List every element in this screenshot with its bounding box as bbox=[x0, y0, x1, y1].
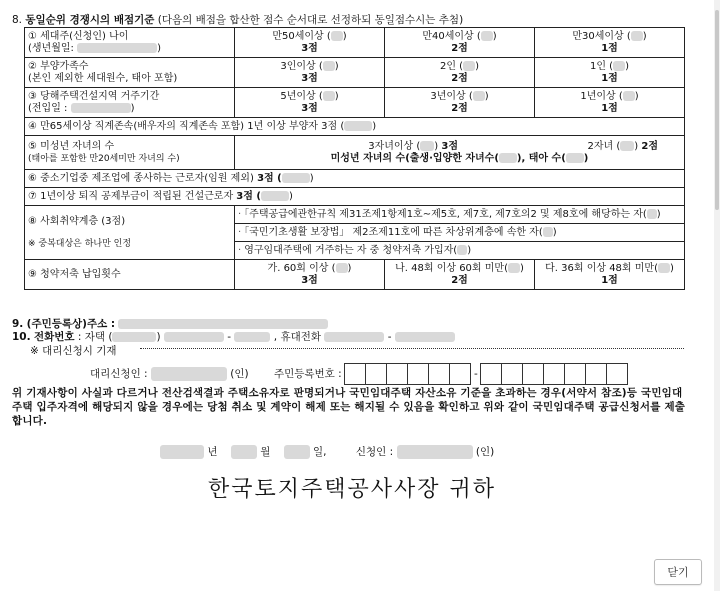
points: 3점 bbox=[301, 42, 318, 54]
section-title: 동일순위 경쟁시의 배점기준 bbox=[25, 14, 155, 26]
divider bbox=[140, 348, 684, 349]
section-10-phone: 10. 전화번호 : 자택 ( ) - , 휴대전화 - bbox=[12, 329, 455, 344]
check-blank[interactable] bbox=[566, 153, 584, 163]
option-cell: 나. 48회 이상 60회 미만( ) 2점 bbox=[385, 260, 535, 290]
check-blank[interactable] bbox=[620, 141, 634, 151]
month-blank[interactable] bbox=[231, 445, 257, 459]
option-cell: 1년이상 ( ) 1점 bbox=[535, 88, 685, 118]
section-8-heading bbox=[12, 12, 463, 27]
birthdate-blank[interactable] bbox=[77, 43, 157, 53]
home-phone-area-blank[interactable] bbox=[112, 332, 156, 342]
row-label: ③ 당해주택건설지역 거주기간 (전입일 : ) bbox=[25, 88, 235, 118]
check-blank[interactable] bbox=[647, 209, 657, 219]
address-blank[interactable] bbox=[118, 319, 328, 329]
agent-line: 대리신청인 : (인) 주민등록번호 : - bbox=[90, 363, 628, 385]
id-digit-box[interactable] bbox=[386, 363, 408, 385]
row-label: ⑧ 사회취약계층 (3점) ※ 중복대상은 하나만 인정 bbox=[25, 206, 235, 260]
check-blank[interactable] bbox=[331, 31, 343, 41]
option-cell: 만40세이상 ( ) 2점 bbox=[385, 28, 535, 58]
agent-note: ※ 대리신청시 기재 bbox=[30, 345, 117, 357]
row-label: ① 세대주(신청인) 나이 (생년월일: ) bbox=[25, 28, 235, 58]
option-cell: 1인 ( ) 1점 bbox=[535, 58, 685, 88]
option-cell: 3인이상 ( ) 3점 bbox=[235, 58, 385, 88]
row-label-main: ① 세대주(신청인) 나이 bbox=[28, 30, 129, 42]
option-cell: 다. 36회 이상 48회 미만( ) 1점 bbox=[535, 260, 685, 290]
row-label-sub: (생년월일: bbox=[28, 42, 74, 54]
move-in-date-blank[interactable] bbox=[71, 103, 131, 113]
row-label: ② 부양가족수 (본인 제외한 세대원수, 태아 포함) bbox=[25, 58, 235, 88]
check-blank[interactable] bbox=[457, 245, 467, 255]
id-digit-box[interactable] bbox=[522, 363, 544, 385]
option-cell: 만50세이상 ( ) 3점 bbox=[235, 28, 385, 58]
day-blank[interactable] bbox=[284, 445, 310, 459]
id-digit-box[interactable] bbox=[480, 363, 502, 385]
id-digit-box[interactable] bbox=[543, 363, 565, 385]
id-digit-box[interactable] bbox=[501, 363, 523, 385]
option-cell: 가. 60회 이상 ( ) 3점 bbox=[235, 260, 385, 290]
table-row: ⑥ 중소기업중 제조업에 종사하는 근로자(임원 제외) 3점 ( ) bbox=[25, 170, 685, 188]
points: 2점 bbox=[451, 42, 468, 54]
table-row bbox=[25, 58, 685, 88]
id-digit-box[interactable] bbox=[585, 363, 607, 385]
close-button[interactable]: 닫기 bbox=[654, 559, 702, 585]
section-note: (다음의 배점을 합산한 점수 순서대로 선정하되 동일점수시는 추첨) bbox=[157, 14, 464, 26]
table-row bbox=[25, 136, 685, 170]
scrollbar[interactable] bbox=[714, 0, 720, 591]
row-label: ⑨ 청약저축 납입횟수 bbox=[25, 260, 235, 290]
scrollbar-thumb[interactable] bbox=[715, 10, 719, 210]
criteria-table bbox=[24, 27, 685, 290]
option-cell: 3년이상 ( ) 2점 bbox=[385, 88, 535, 118]
table-row bbox=[25, 88, 685, 118]
id-digit-box[interactable] bbox=[564, 363, 586, 385]
check-blank[interactable] bbox=[623, 91, 635, 101]
points: 1점 bbox=[601, 42, 618, 54]
check-blank[interactable] bbox=[420, 141, 434, 151]
check-blank[interactable] bbox=[543, 227, 553, 237]
check-blank[interactable] bbox=[323, 61, 335, 71]
home-phone-blank-2[interactable] bbox=[234, 332, 270, 342]
id-digit-box[interactable] bbox=[606, 363, 628, 385]
table-row bbox=[25, 28, 685, 58]
check-blank[interactable] bbox=[473, 91, 485, 101]
date-line: 년 월 일, 신청인 : (인) bbox=[160, 444, 494, 459]
id-digit-box[interactable] bbox=[344, 363, 366, 385]
table-row: · 영구임대주택에 거주하는 자 중 청약저축 가입자( ) bbox=[25, 242, 685, 260]
check-blank[interactable] bbox=[463, 61, 475, 71]
applicant-name-blank[interactable] bbox=[397, 445, 473, 459]
check-blank[interactable] bbox=[613, 61, 625, 71]
check-blank[interactable] bbox=[344, 121, 372, 131]
section-number: 8. bbox=[12, 14, 23, 26]
option-cell: 2인 ( ) 2점 bbox=[385, 58, 535, 88]
id-digit-box[interactable] bbox=[365, 363, 387, 385]
table-row: ⑧ 사회취약계층 (3점) ※ 중복대상은 하나만 인정 · 「주택공급에관한규칙 제31조제1항제1호∼제5호, 제7호, 제7호의2 및 제8호에 해당하는 자( ) bbox=[25, 206, 685, 224]
declaration-text: 위 기재사항이 사실과 다르거나 전산검색결과 주택소유자로 판명되거나 국민임대주택 자산소유 기준을 초과하는 경우(서약서 참조)등 국민임대주택 입주자격에 해당되지 않을 경우에는 당첨 취소 및 계약이 해제 또는 해지될 수 있음을 확인하고 위와 같이 국민임대주택 공급신청서를 제출합니다. bbox=[12, 387, 686, 427]
mobile-blank-2[interactable] bbox=[395, 332, 455, 342]
table-row: · 「국민기초생활 보장법」 제2조제11호에 따른 차상위계층에 속한 자( ) bbox=[25, 224, 685, 242]
option-cell: 5년이상 ( ) 3점 bbox=[235, 88, 385, 118]
check-blank[interactable] bbox=[631, 31, 643, 41]
id-digit-box[interactable] bbox=[449, 363, 471, 385]
section-9-address: 9. (주민등록상)주소 : bbox=[12, 316, 328, 331]
check-blank[interactable] bbox=[481, 31, 493, 41]
table-row: ⑦ 1년이상 퇴직 공제부금이 적립된 건설근로자 3점 ( ) bbox=[25, 188, 685, 206]
option-cell: 만30세이상 ( ) 1점 bbox=[535, 28, 685, 58]
option-cell: 3자녀이상 ( ) 3점 2자녀 ( ) 2점 미성년 자녀의 수(출생·입양한 자녀수( ), 태아 수( ) bbox=[235, 136, 685, 170]
id-digit-box[interactable] bbox=[428, 363, 450, 385]
check-blank[interactable] bbox=[508, 263, 520, 273]
id-digit-box[interactable] bbox=[407, 363, 429, 385]
table-row bbox=[25, 260, 685, 290]
table-row: ④ 만65세이상 직계존속(배우자의 직계존속 포함) 1년 이상 부양자 3점 ( ) bbox=[25, 118, 685, 136]
year-blank[interactable] bbox=[160, 445, 204, 459]
resident-number-boxes: - bbox=[345, 368, 628, 380]
check-blank[interactable] bbox=[499, 153, 517, 163]
addressee: 한국토지주택공사사장 귀하 bbox=[208, 477, 497, 502]
check-blank[interactable] bbox=[658, 263, 670, 273]
check-blank[interactable] bbox=[282, 173, 310, 183]
check-blank[interactable] bbox=[323, 91, 335, 101]
check-blank[interactable] bbox=[261, 191, 289, 201]
home-phone-blank[interactable] bbox=[164, 332, 224, 342]
mobile-blank[interactable] bbox=[324, 332, 384, 342]
check-blank[interactable] bbox=[336, 263, 348, 273]
agent-name-blank[interactable] bbox=[151, 367, 227, 381]
row-label: ⑤ 미성년 자녀의 수 (태아를 포함한 만20세미만 자녀의 수) bbox=[25, 136, 235, 170]
